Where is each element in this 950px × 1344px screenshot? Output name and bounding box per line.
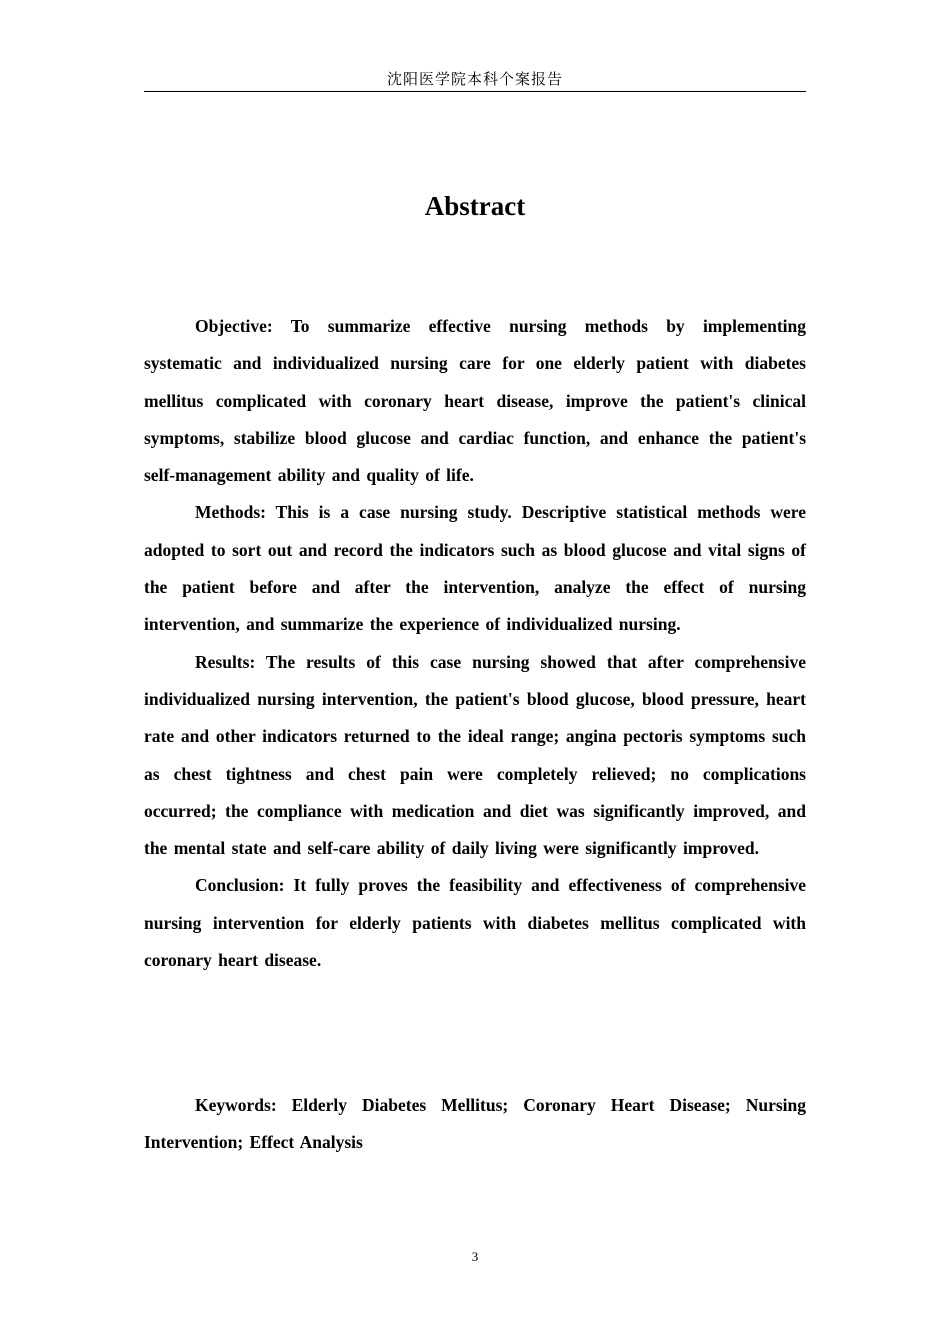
conclusion-paragraph: Conclusion: It fully proves the feasibility and effectiveness of comprehensive nursing intervention for elderly patients with diabetes mellitus complicated with coronary heart disease. <box>144 875 806 971</box>
results-paragraph: Results: The results of this case nursing showed that after comprehensive individualized nursing intervention, the patient's blood glucose, blood pressure, heart rate and other indicators returned to the ideal range; angina pectoris symptoms such as chest tightness and chest pain were completely relieved; no complications occurred; the compliance with medication and diet was significantly improved, and the mental state and self-care ability of daily living were significantly improved. <box>144 651 806 859</box>
page-number: 3 <box>471 1249 479 1264</box>
objective-paragraph: Objective: To summarize effective nursing methods by implementing systematic and individualized nursing care for one elderly patient with diabetes mellitus complicated with coronary heart disease, improve the patient's clinical symptoms, stabilize blood glucose and cardiac function, and enhance the patient's self-management ability and quality of life. <box>144 316 806 486</box>
header-rule <box>144 91 806 92</box>
running-header: 沈阳医学院本科个案报告 <box>386 70 563 88</box>
abstract-title: Abstract <box>424 191 526 221</box>
keywords-paragraph: Keywords: Elderly Diabetes Mellitus; Coronary Heart Disease; Nursing Intervention; Effect Analysis <box>144 1095 806 1153</box>
abstract-body <box>144 308 806 979</box>
methods-paragraph: Methods: This is a case nursing study. Descriptive statistical methods were adopted to sort out and record the indicators such as blood glucose and vital signs of the patient before and after the intervention, analyze the effect of nursing intervention, and summarize the experience of individualized nursing. <box>144 502 806 635</box>
keywords-block <box>144 1087 806 1162</box>
